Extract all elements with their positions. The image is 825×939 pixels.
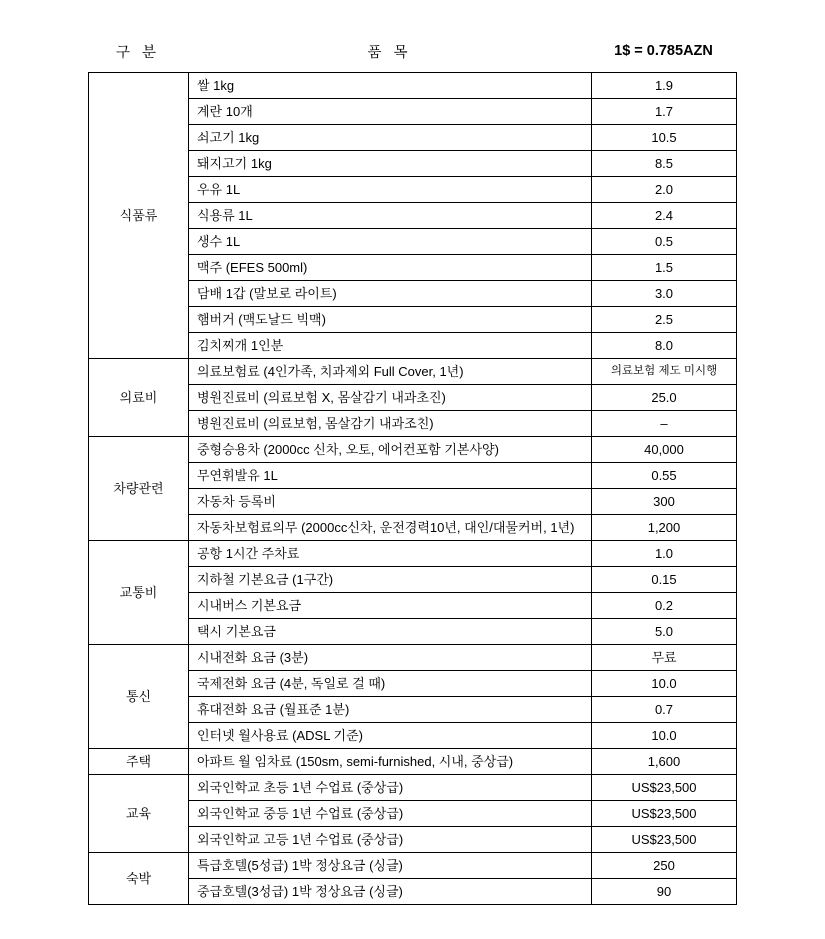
header-item-label: 품 목: [367, 44, 412, 61]
category-cell: 주택: [89, 749, 189, 775]
table-row: [89, 73, 737, 99]
category-cell: 교통비: [89, 541, 189, 645]
item-cell: 중형승용차 (2000cc 신차, 오토, 에어컨포함 기본사양): [189, 437, 592, 463]
value-cell: 1.9: [592, 73, 737, 99]
value-cell: 2.5: [592, 307, 737, 333]
item-cell: 쇠고기 1kg: [189, 125, 592, 151]
item-cell: 국제전화 요금 (4분, 독일로 걸 때): [189, 671, 592, 697]
table-row: [89, 437, 737, 463]
value-cell: 40,000: [592, 437, 737, 463]
category-cell: 차량관련: [89, 437, 189, 541]
price-table: [88, 72, 737, 905]
value-cell: 2.0: [592, 177, 737, 203]
table-row: [89, 645, 737, 671]
category-cell: 숙박: [89, 853, 189, 905]
item-cell: 아파트 월 임차료 (150sm, semi-furnished, 시내, 중상급): [189, 749, 592, 775]
value-cell: 10.5: [592, 125, 737, 151]
value-cell: 의료보험 제도 미시행: [592, 359, 737, 385]
value-cell: 25.0: [592, 385, 737, 411]
value-cell: 90: [592, 879, 737, 905]
value-cell: US$23,500: [592, 827, 737, 853]
item-cell: 병원진료비 (의료보험 X, 몸살감기 내과초진): [189, 385, 592, 411]
item-cell: 외국인학교 중등 1년 수업료 (중상급): [189, 801, 592, 827]
table-row: [89, 359, 737, 385]
item-cell: 특급호텔(5성급) 1박 정상요금 (싱글): [189, 853, 592, 879]
value-cell: 250: [592, 853, 737, 879]
item-cell: 자동차 등록비: [189, 489, 592, 515]
value-cell: 8.0: [592, 333, 737, 359]
table-row: [89, 541, 737, 567]
value-cell: 무료: [592, 645, 737, 671]
value-cell: 0.7: [592, 697, 737, 723]
item-cell: 생수 1L: [189, 229, 592, 255]
value-cell: US$23,500: [592, 801, 737, 827]
value-cell: 1.5: [592, 255, 737, 281]
item-cell: 외국인학교 고등 1년 수업료 (중상급): [189, 827, 592, 853]
category-cell: 식품류: [89, 73, 189, 359]
table-row: [89, 853, 737, 879]
value-cell: 1.0: [592, 541, 737, 567]
value-cell: 10.0: [592, 723, 737, 749]
item-cell: 무연휘발유 1L: [189, 463, 592, 489]
value-cell: 3.0: [592, 281, 737, 307]
item-cell: 담배 1갑 (말보로 라이트): [189, 281, 592, 307]
table-row: [89, 775, 737, 801]
item-cell: 중급호텔(3성급) 1박 정상요금 (싱글): [189, 879, 592, 905]
table-header-row: [88, 38, 736, 64]
category-cell: 의료비: [89, 359, 189, 437]
item-cell: 공항 1시간 주차료: [189, 541, 592, 567]
item-cell: 외국인학교 초등 1년 수업료 (중상급): [189, 775, 592, 801]
value-cell: –: [592, 411, 737, 437]
item-cell: 맥주 (EFES 500ml): [189, 255, 592, 281]
value-cell: 10.0: [592, 671, 737, 697]
item-cell: 계란 10개: [189, 99, 592, 125]
item-cell: 인터넷 월사용료 (ADSL 기준): [189, 723, 592, 749]
item-cell: 돼지고기 1kg: [189, 151, 592, 177]
value-cell: US$23,500: [592, 775, 737, 801]
category-cell: 통신: [89, 645, 189, 749]
value-cell: 1,200: [592, 515, 737, 541]
value-cell: 8.5: [592, 151, 737, 177]
item-cell: 자동차보험료의무 (2000cc신차, 운전경력10년, 대인/대물커버, 1년): [189, 515, 592, 541]
item-cell: 쌀 1kg: [189, 73, 592, 99]
value-cell: 5.0: [592, 619, 737, 645]
value-cell: 300: [592, 489, 737, 515]
value-cell: 0.15: [592, 567, 737, 593]
value-cell: 1.7: [592, 99, 737, 125]
item-cell: 지하철 기본요금 (1구간): [189, 567, 592, 593]
item-cell: 택시 기본요금: [189, 619, 592, 645]
item-cell: 시내전화 요금 (3분): [189, 645, 592, 671]
item-cell: 휴대전화 요금 (월표준 1분): [189, 697, 592, 723]
item-cell: 병원진료비 (의료보험, 몸살감기 내과조친): [189, 411, 592, 437]
item-cell: 햄버거 (맥도날드 빅맥): [189, 307, 592, 333]
value-cell: 1,600: [592, 749, 737, 775]
item-cell: 시내버스 기본요금: [189, 593, 592, 619]
value-cell: 0.55: [592, 463, 737, 489]
value-cell: 2.4: [592, 203, 737, 229]
item-cell: 의료보험료 (4인가족, 치과제외 Full Cover, 1년): [189, 359, 592, 385]
value-cell: 0.5: [592, 229, 737, 255]
value-cell: 0.2: [592, 593, 737, 619]
item-cell: 우유 1L: [189, 177, 592, 203]
table-row: [89, 749, 737, 775]
item-cell: 김치찌개 1인분: [189, 333, 592, 359]
category-cell: 교육: [89, 775, 189, 853]
item-cell: 식용류 1L: [189, 203, 592, 229]
header-exchange-rate: 1$ = 0.785AZN: [614, 43, 713, 59]
header-category-label: 구 분: [115, 44, 161, 61]
